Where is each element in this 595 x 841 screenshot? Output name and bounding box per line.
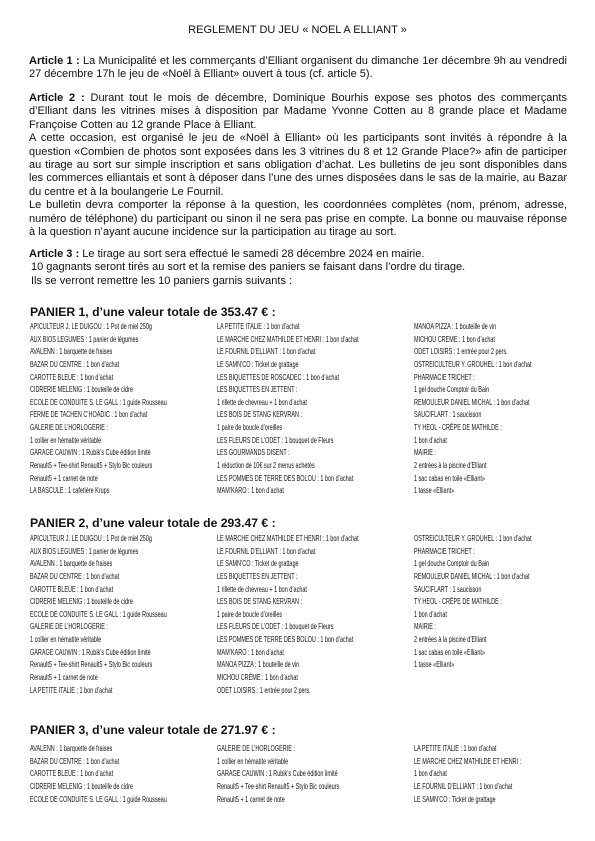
prize-line: Renault5 + Tee-shirt Renault5 + Stylo Bic couleurs [217, 780, 340, 791]
prize-line: 1 rillette de chevreau + 1 bon d’achat [217, 583, 307, 594]
prize-line: MAM’KARO : 1 bon d’achat [217, 646, 284, 657]
prize-line: ECOLE DE CONDUITE S. LE GALL : 1 guide Rousseau [30, 793, 167, 804]
panier-1-heading: PANIER 1, d’une valeur totale de 353.47 € : [30, 305, 276, 319]
prize-line: AUX BIOS LEGUMES : 1 panier de légumes [30, 333, 139, 344]
prize-line: 1 collier en hématite véritable [30, 434, 102, 445]
prize-line: LE FOURNIL D’ELLIANT : 1 bon d’achat [217, 545, 316, 556]
prize-line: 1 tasse «Elliant» [414, 659, 455, 670]
article-2-paragraph-3: Le bulletin devra comporter la réponse à la question, les coordonnées complètes (nom, prénom, adresse, numéro de téléphone) du participant ou sinon il ne sera pas prise en compte. La bonne ou mauvaise réponse à la question n’ayant aucune incidence sur la participation au tirage au sort. [29, 199, 567, 239]
article-3-label: Article 3 : [29, 248, 80, 260]
prize-line: LES POMMES DE TERRE DES BOLOU : 1 bon d’achat [217, 634, 354, 645]
prize-line: LE SAMN’CO : Ticket de grattage [217, 558, 299, 569]
prize-line: ECOLE DE CONDUITE S. LE GALL : 1 guide Rousseau [30, 396, 167, 407]
prize-line: LE MARCHE CHEZ MATHILDE ET HENRI : 1 bon d’achat [217, 333, 359, 344]
prize-line: GARAGE CAUWIN : 1 Rubik’s Cube édition limité [30, 447, 151, 458]
prize-line: LE FOURNIL D’ELLIANT : 1 bon d’achat [414, 780, 513, 791]
prize-line: LE SAMN’CO : Ticket de grattage [217, 358, 299, 369]
prize-line: LES BOIS DE STANG KERVRAN : [217, 596, 303, 607]
prize-line: SAUCIFLART : 1 saucisson [414, 583, 482, 594]
prize-line: CAROTTE BLEUE : 1 bon d’achat [30, 583, 114, 594]
panier-3-list [30, 742, 570, 804]
prize-line: 1 tasse «Elliant» [414, 485, 455, 496]
prize-line: TY HEOL - CRÊPE DE MATHILDE : [414, 596, 502, 607]
prize-line: LES POMMES DE TERRE DES BOLOU : 1 bon d’achat [217, 472, 354, 483]
article-3-paragraph-1 [29, 248, 567, 261]
prize-line: 2 entrées à la piscine d’Elliant [414, 634, 487, 645]
document-title: REGLEMENT DU JEU « NOEL A ELLIANT » [188, 24, 407, 36]
prize-line: 1 bon d’achat [414, 768, 447, 779]
article-1-paragraph [29, 55, 567, 82]
prize-line: LES FLEURS DE L’ODET : 1 bouquet de Fleurs [217, 434, 334, 445]
prize-line: 1 bon d’achat [414, 608, 447, 619]
prize-line: OSTREICULTEUR Y. GROUHEL : 1 bon d’achat [414, 533, 532, 543]
prize-line: AUX BIOS LEGUMES : 1 panier de légumes [30, 545, 139, 556]
prize-line: BAZAR DU CENTRE : 1 bon d’achat [30, 570, 120, 581]
article-1-text: La Municipalité et les commerçants d’Elliant organisent du dimanche 1er décembre 9h au vendredi 27 décembre 17h le jeu de «Noël à Elliant» ouvert à tous (cf. article 5). [29, 55, 567, 81]
prize-line: 1 collier en hématite véritable [217, 755, 289, 766]
prize-line: ODET LOISIRS : 1 entrée pour 2 pers. [217, 684, 311, 695]
prize-line: Renault5 + Tee-shirt Renault5 + Stylo Bic couleurs [30, 460, 153, 471]
article-3-paragraph-2: 10 gagnants seront tirés au sort et la remise des paniers se faisant dans l’ordre du tirage. [31, 261, 466, 274]
prize-line: 1 paire de boucle d’oreilles [217, 608, 283, 619]
prize-line: LES FLEURS DE L’ODET : 1 bouquet de Fleurs [217, 621, 334, 632]
prize-line: GARAGE CAUWIN : 1 Rubik’s Cube édition limité [217, 768, 338, 779]
prize-line: 1 bon d’achat [414, 434, 447, 445]
article-3 [29, 248, 567, 288]
prize-line: AVALENN : 1 barquette de fraises [30, 346, 113, 357]
prize-line: CIDRERIE MELENIG : 1 bouteille de cidre [30, 384, 133, 395]
article-3-paragraph-3: Ils se verront remettre les 10 paniers garnis suivants : [31, 274, 293, 287]
prize-line: LE FOURNIL D’ELLIANT : 1 bon d’achat [217, 346, 316, 357]
prize-line: PHARMACIE TRICHET : [414, 545, 475, 556]
prize-line: 2 entrées à la piscine d’Elliant [414, 460, 487, 471]
prize-line: BAZAR DU CENTRE : 1 bon d’achat [30, 755, 120, 766]
prize-line: Renault5 + 1 carnet de note [30, 672, 98, 683]
article-3-text: Le tirage au sort sera effectué le samedi 28 décembre 2024 en mairie. [79, 248, 425, 260]
panier-2-column-1 [30, 532, 208, 696]
prize-line: LES BIQUETTES EN JETTENT : [217, 570, 298, 581]
prize-line: LE MARCHE CHEZ MATHILDE ET HENRI : [414, 755, 522, 766]
prize-line: APICULTEUR J. LE DUIGOU : 1 Pot de miel 250g [30, 321, 152, 331]
prize-line: LES BIQUETTES DE ROSCADEC : 1 bon d’achat [217, 371, 340, 382]
prize-line: AVALENN : 1 barquette de fraises [30, 743, 113, 753]
prize-line: REMOULEUR DANIEL MICHAL : 1 bon d’achat [414, 570, 530, 581]
article-2-text: Durant tout le mois de décembre, Dominique Bourhis expose ses photos des commerçants d’Elliant dans les vitrines mises à disposition par Madame Yvonne Cotten au 8 grande place et Madame Françoise Cotten au 12 grande Place à Elliant. [29, 92, 567, 131]
panier-2-list [30, 532, 570, 695]
prize-line: CIDRERIE MELENIG : 1 bouteille de cidre [30, 780, 133, 791]
prize-line: APICULTEUR J. LE DUIGOU : 1 Pot de miel 250g [30, 533, 152, 543]
prize-line: MAIRIE : [414, 621, 436, 632]
prize-line: 1 sac cabas en toile «Elliant» [414, 472, 485, 483]
prize-line: MICHOU CRÈME : 1 bon d’achat [217, 672, 298, 683]
prize-line: LA PETITE ITALIE : 1 bon d’achat [414, 743, 497, 753]
prize-line: BAZAR DU CENTRE : 1 bon d’achat [30, 358, 120, 369]
article-1-label: Article 1 : [29, 55, 80, 67]
prize-line: LE SAMN’CO : Ticket de grattage [414, 793, 496, 804]
prize-line: SAUCIFLART : 1 saucisson [414, 409, 482, 420]
prize-line: LES GOURMANDS DISENT : [217, 447, 290, 458]
panier-2-column-3 [414, 532, 592, 671]
prize-line: MANOA PIZZA : 1 bouteille de vin [217, 659, 300, 670]
prize-line: FERME DE TACHEN C’HOADIC : 1 bon d’achat [30, 409, 148, 420]
article-2 [29, 92, 567, 239]
prize-line: GALERIE DE L’HORLOGERIE : [217, 743, 295, 753]
prize-line: AVALENN : 1 barquette de fraises [30, 558, 113, 569]
prize-line: LES BIQUETTES EN JETTENT : [217, 384, 298, 395]
panier-1-column-3 [414, 320, 592, 497]
prize-line: LES BOIS DE STANG KERVRAN : [217, 409, 303, 420]
panier-3-column-3 [414, 742, 592, 805]
prize-line: ODET LOISIRS : 1 entrée pour 2 pers. [414, 346, 508, 357]
prize-line: Renault5 + Tee-shirt Renault5 + Stylo Bic couleurs [30, 659, 153, 670]
panier-3-heading: PANIER 3, d’une valeur totale de 271.97 € : [30, 723, 276, 737]
prize-line: Renault5 + 1 carnet de note [30, 472, 98, 483]
prize-line: 1 collier en hématite véritable [30, 634, 102, 645]
prize-line: 1 gel douche Comptoir du Bain [414, 384, 490, 395]
prize-line: GARAGE CAUWIN : 1 Rubik’s Cube édition limité [30, 646, 151, 657]
prize-line: Renault5 + 1 carnet de note [217, 793, 285, 804]
article-2-paragraph-1 [29, 92, 567, 132]
prize-line: CIDRERIE MELENIG : 1 bouteille de cidre [30, 596, 133, 607]
prize-line: CAROTTE BLEUE : 1 bon d’achat [30, 371, 114, 382]
prize-line: MANOA PIZZA : 1 bouteille de vin [414, 321, 497, 331]
panier-1-column-1 [30, 320, 208, 497]
prize-line: PHARMACIE TRICHET : [414, 371, 475, 382]
prize-line: LA PETITE ITALIE : 1 bon d’achat [30, 684, 113, 695]
panier-2-column-2 [217, 532, 395, 696]
prize-line: 1 réduction de 10€ sur 2 menus achetés [217, 460, 315, 471]
prize-line: 1 paire de boucle d’oreilles [217, 422, 283, 433]
prize-line: 1 sac cabas en toile «Elliant» [414, 646, 485, 657]
prize-line: 1 rillette de chevreau + 1 bon d’achat [217, 396, 307, 407]
prize-line: REMOULEUR DANIEL MICHAL : 1 bon d’achat [414, 396, 530, 407]
prize-line: MAIRIE : [414, 447, 436, 458]
panier-3-column-2 [217, 742, 395, 805]
prize-line: MAM’KARO : 1 bon d’achat [217, 485, 284, 496]
prize-line: GALERIE DE L’HORLOGERIE : [30, 621, 108, 632]
article-2-label: Article 2 : [29, 92, 85, 104]
panier-1-column-2 [217, 320, 395, 497]
prize-line: LA BASCULE : 1 cafetière Krups [30, 485, 110, 496]
panier-3-column-1 [30, 742, 208, 805]
panier-2-heading: PANIER 2, d’une valeur totale de 293.47 € : [30, 516, 276, 530]
prize-line: TY HEOL - CRÊPE DE MATHILDE : [414, 422, 502, 433]
article-2-paragraph-2: A cette occasion, est organisé le jeu de «Noël à Elliant» où les participants sont invités à répondre à la question «Combien de photos sont exposées dans les 3 vitrines du 8 et 12 Grande Place?» afin de participer au tirage au sort sur simple inscription et sans obligation d’achat. Les bulletins de jeu sont disponibles dans les commerces elliantais et sont à déposer dans l’une des urnes disposées dans le sas de la mairie, au Bazar du centre et à la boulangerie Le Fournil. [29, 132, 567, 198]
prize-line: LA PETITE ITALIE : 1 bon d’achat [217, 321, 300, 331]
panier-1-list [30, 320, 570, 496]
article-1 [29, 55, 567, 82]
prize-line: 1 gel douche Comptoir du Bain [414, 558, 490, 569]
prize-line: CAROTTE BLEUE : 1 bon d’achat [30, 768, 114, 779]
prize-line: LE MARCHE CHEZ MATHILDE ET HENRI : 1 bon d’achat [217, 533, 359, 543]
prize-line: ECOLE DE CONDUITE S. LE GALL : 1 guide Rousseau [30, 608, 167, 619]
prize-line: MICHOU CREME : 1 bon d’achat [414, 333, 495, 344]
prize-line: OSTREICULTEUR Y. GROUHEL : 1 bon d’achat [414, 358, 532, 369]
prize-line: GALERIE DE L’HORLOGERIE : [30, 422, 108, 433]
